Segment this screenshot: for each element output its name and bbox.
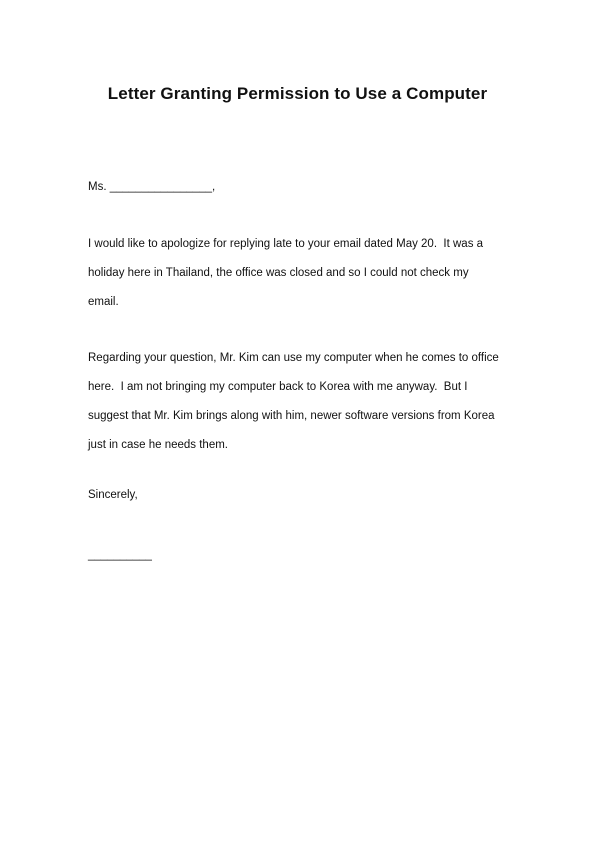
paragraph-line: email. [88,296,119,308]
paragraph-permission [88,344,528,460]
paragraph-line: holiday here in Thailand, the office was closed and so I could not check my [88,267,469,279]
letter-title: Letter Granting Permission to Use a Computer [107,84,488,103]
paragraph-line: Regarding your question, Mr. Kim can use my computer when he comes to office [88,352,499,364]
signature-line: __________ [88,549,152,561]
salutation: Ms. ________________, [88,181,216,193]
closing: Sincerely, [88,489,138,501]
paragraph-apology [88,230,528,317]
paragraph-line: suggest that Mr. Kim brings along with him, newer software versions from Korea [88,410,495,422]
paragraph-line: here. I am not bringing my computer back to Korea with me anyway. But I [88,381,468,393]
paragraph-line: I would like to apologize for replying late to your email dated May 20. It was a [88,238,484,250]
paragraph-line: just in case he needs them. [88,439,228,451]
